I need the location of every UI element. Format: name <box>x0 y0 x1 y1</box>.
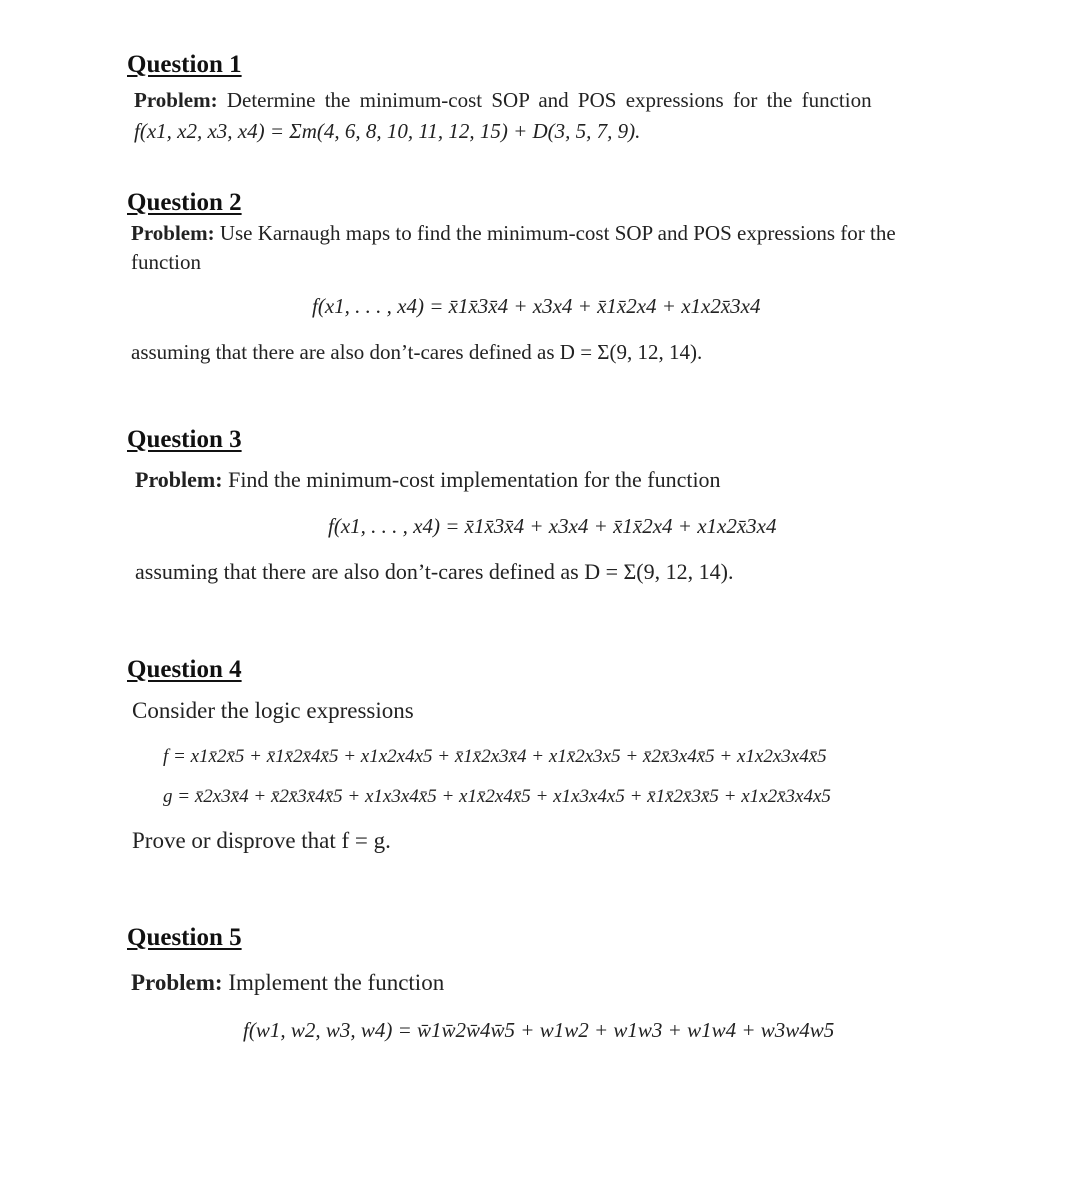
question-2-formula: f(x1, . . . , x4) = x̄1x̄3x̄4 + x3x4 + x̄1x̄2x4 + x1x2x̄3x4 <box>312 294 761 318</box>
problem-label: Problem: <box>131 221 215 245</box>
question-5-heading: Question 5 <box>127 924 242 951</box>
question-4-intro: Consider the logic expressions <box>132 698 414 723</box>
question-4-formula-g: g = x̄2x3x̄4 + x̄2x̄3x̄4x̄5 + x1x3x4x̄5 + x1x̄2x4x̄5 + x1x3x4x5 + x̄1x̄2x̄3x̄5 + x1x2x̄3x4x5 <box>163 786 831 807</box>
problem-label: Problem: <box>131 970 223 995</box>
question-4-formula-f: f = x1x̄2x̄5 + x̄1x̄2x̄4x̄5 + x1x2x4x5 + x̄1x̄2x3x̄4 + x1x̄2x3x5 + x̄2x̄3x4x̄5 + x1x2x3x4x̄5 <box>163 746 827 767</box>
question-1-heading: Question 1 <box>127 51 242 78</box>
problem-label: Problem: <box>134 88 218 112</box>
problem-text: Determine the minimum-cost SOP and POS expressions for the function <box>226 88 872 112</box>
problem-text: Implement the function <box>228 970 445 995</box>
question-3-problem <box>135 467 721 493</box>
problem-label: Problem: <box>135 467 223 492</box>
question-1-formula: f(x1, x2, x3, x4) = Σm(4, 6, 8, 10, 11, 12, 15) + D(3, 5, 7, 9). <box>134 119 641 143</box>
question-5-problem <box>131 970 444 996</box>
question-2-problem-cont: function <box>131 250 201 274</box>
question-2-heading: Question 2 <box>127 189 242 216</box>
problem-text: Use Karnaugh maps to find the minimum-cost SOP and POS expressions for the <box>219 221 896 245</box>
question-5-formula: f(w1, w2, w3, w4) = w̄1w̄2w̄4w̄5 + w1w2 + w1w3 + w1w4 + w3w4w5 <box>243 1018 835 1042</box>
question-1-problem <box>134 88 872 113</box>
question-3-formula: f(x1, . . . , x4) = x̄1x̄3x̄4 + x3x4 + x̄1x̄2x4 + x1x2x̄3x4 <box>328 514 777 538</box>
question-3-heading: Question 3 <box>127 426 242 453</box>
question-2-dont-cares: assuming that there are also don’t-cares defined as D = Σ(9, 12, 14). <box>131 340 703 364</box>
question-3-dont-cares: assuming that there are also don’t-cares defined as D = Σ(9, 12, 14). <box>135 559 734 584</box>
question-4-heading: Question 4 <box>127 656 242 683</box>
question-4-conclusion: Prove or disprove that f = g. <box>132 828 391 853</box>
problem-text: Find the minimum-cost implementation for the function <box>228 467 721 492</box>
question-2-problem <box>131 221 896 246</box>
